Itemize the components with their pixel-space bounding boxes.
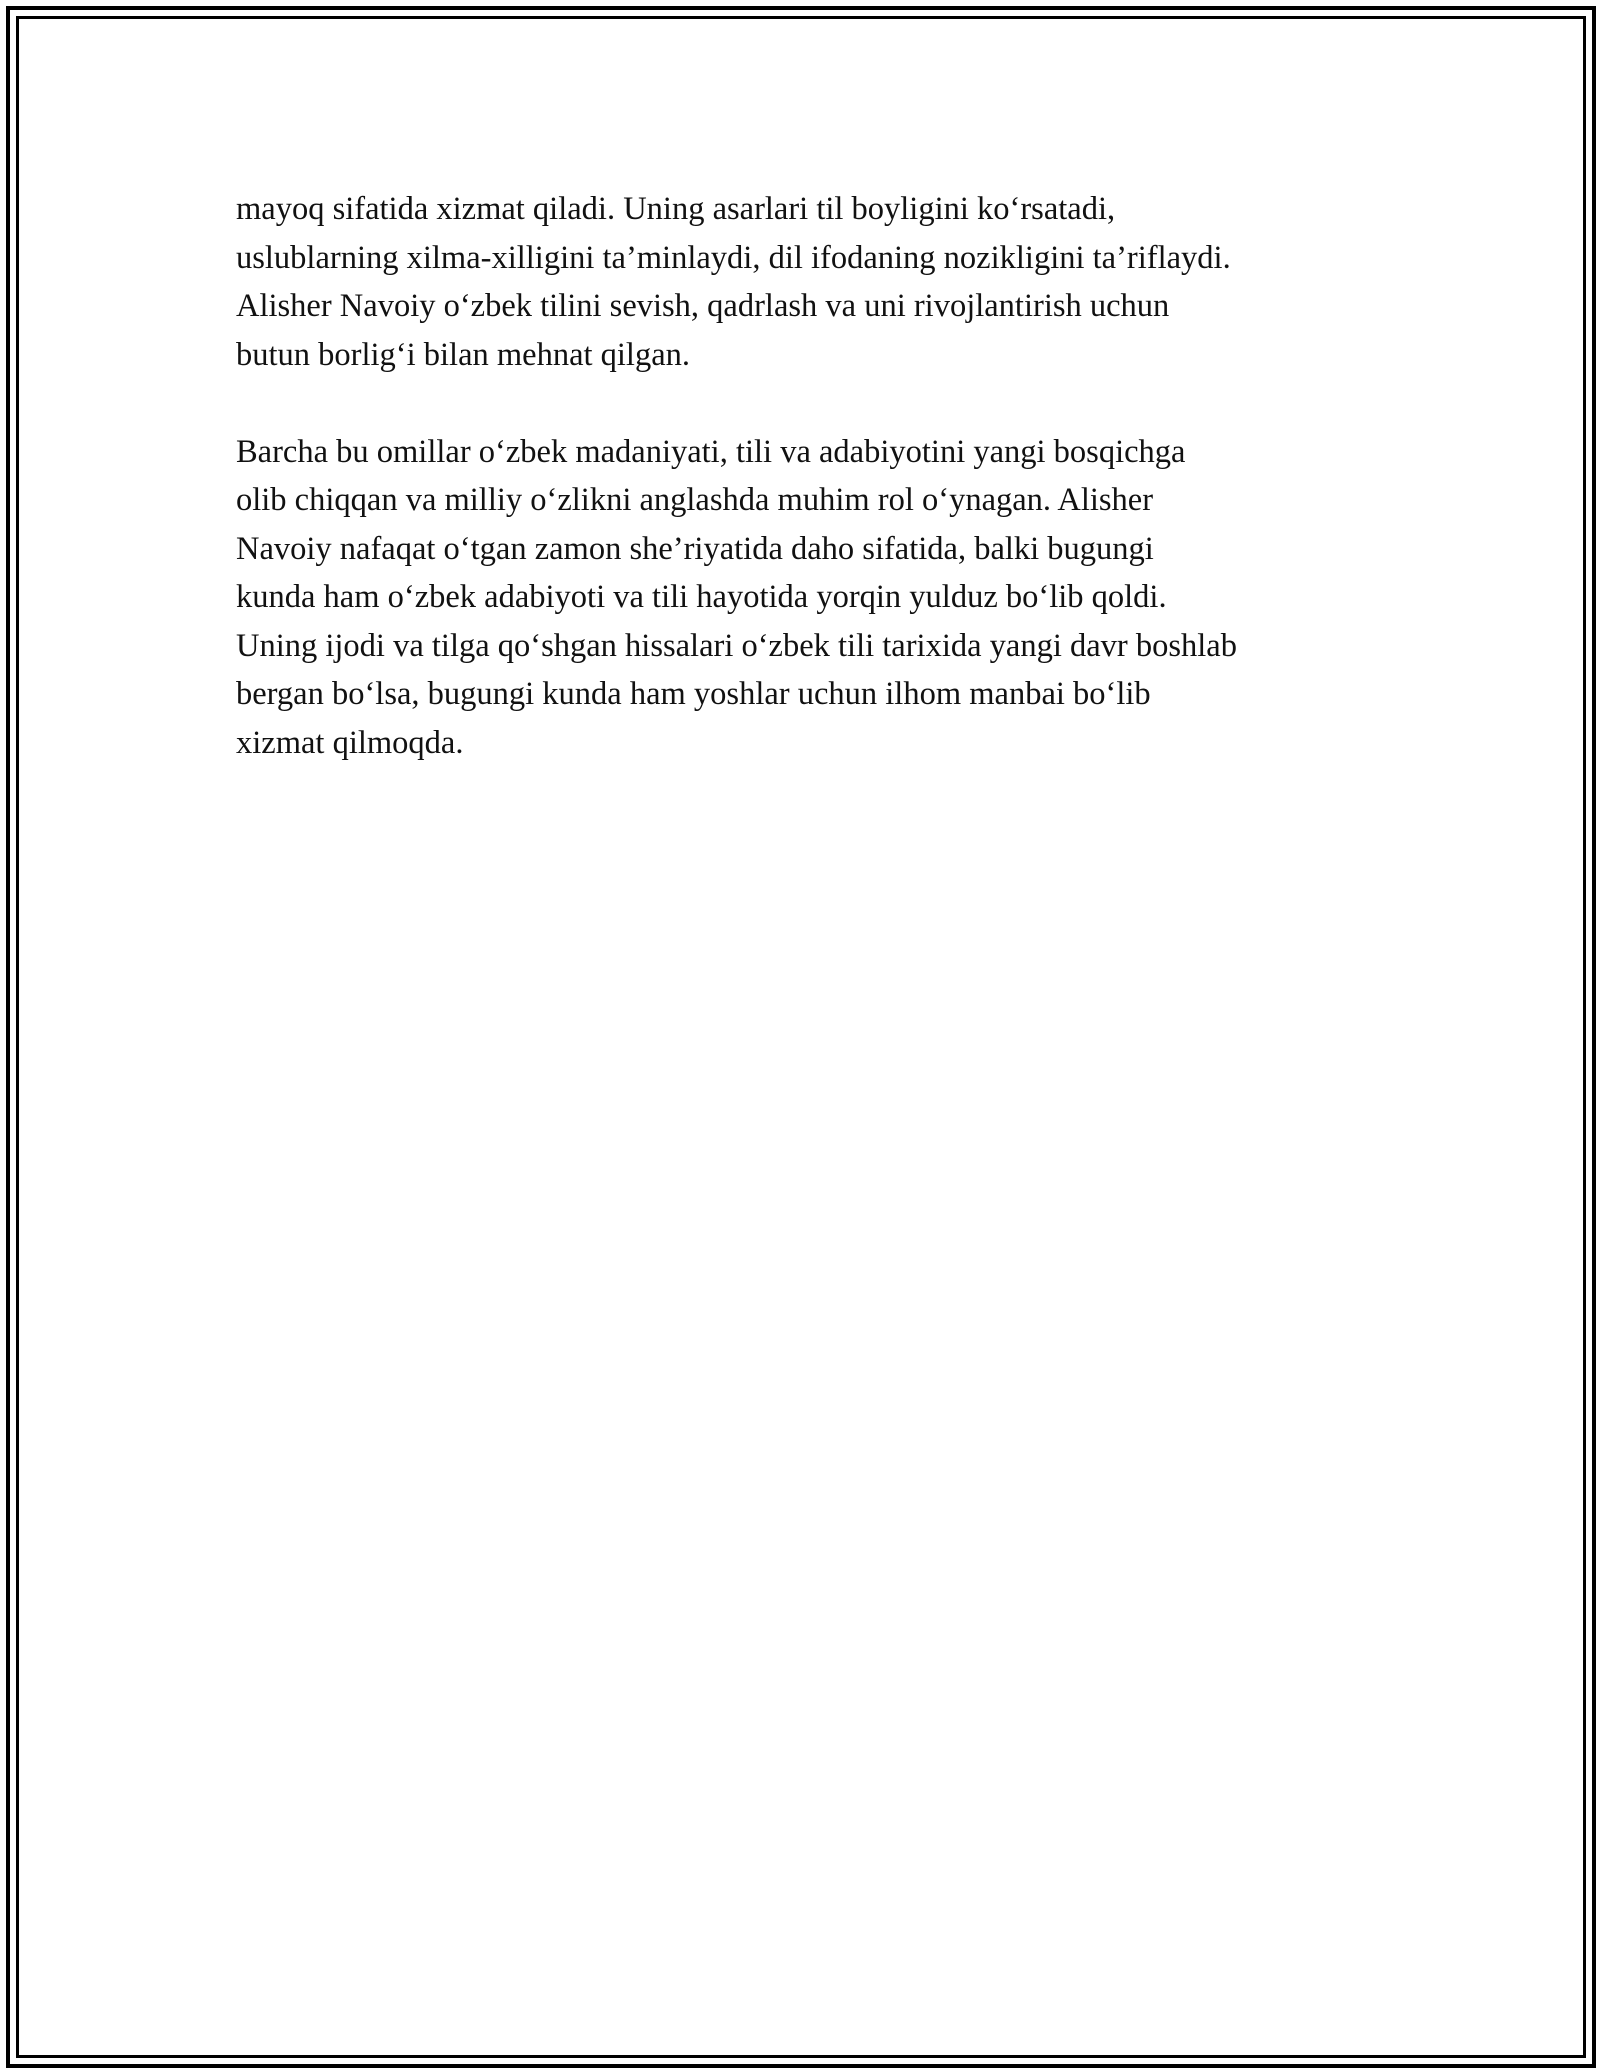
paragraph-2 bbox=[236, 428, 1416, 768]
paragraph-1 bbox=[236, 185, 1416, 379]
text-line: xizmat qilmoqda. bbox=[236, 724, 464, 761]
text-line: olib chiqqan va milliy o‘zlikni anglashda muhim rol o‘ynagan. Alisher bbox=[236, 482, 1154, 518]
text-line: kunda ham o‘zbek adabiyoti va tili hayotida yorqin yulduz bo‘lib qoldi. bbox=[236, 579, 1167, 615]
text-line: Alisher Navoiy o‘zbek tilini sevish, qadrlash va uni rivojlantirish uchun bbox=[236, 288, 1170, 324]
document-body bbox=[236, 185, 1416, 816]
text-line: uslublarning xilma-xilligini ta’minlaydi, dil ifodaning nozikligini ta’riflaydi. bbox=[236, 239, 1231, 276]
text-line: Navoiy nafaqat o‘tgan zamon she’riyatida daho sifatida, balki bugungi bbox=[236, 530, 1154, 567]
text-line: mayoq sifatida xizmat qiladi. Uning asarlari til boyligini ko‘rsatadi, bbox=[236, 191, 1116, 227]
text-line: butun borlig‘i bilan mehnat qilgan. bbox=[236, 336, 691, 373]
text-line: Barcha bu omillar o‘zbek madaniyati, tili va adabiyotini yangi bosqichga bbox=[236, 433, 1186, 470]
text-line: bergan bo‘lsa, bugungi kunda ham yoshlar uchun ilhom manbai bo‘lib bbox=[236, 676, 1151, 712]
text-line: Uning ijodi va tilga qo‘shgan hissalari o‘zbek tili tarixida yangi davr boshlab bbox=[236, 627, 1237, 664]
